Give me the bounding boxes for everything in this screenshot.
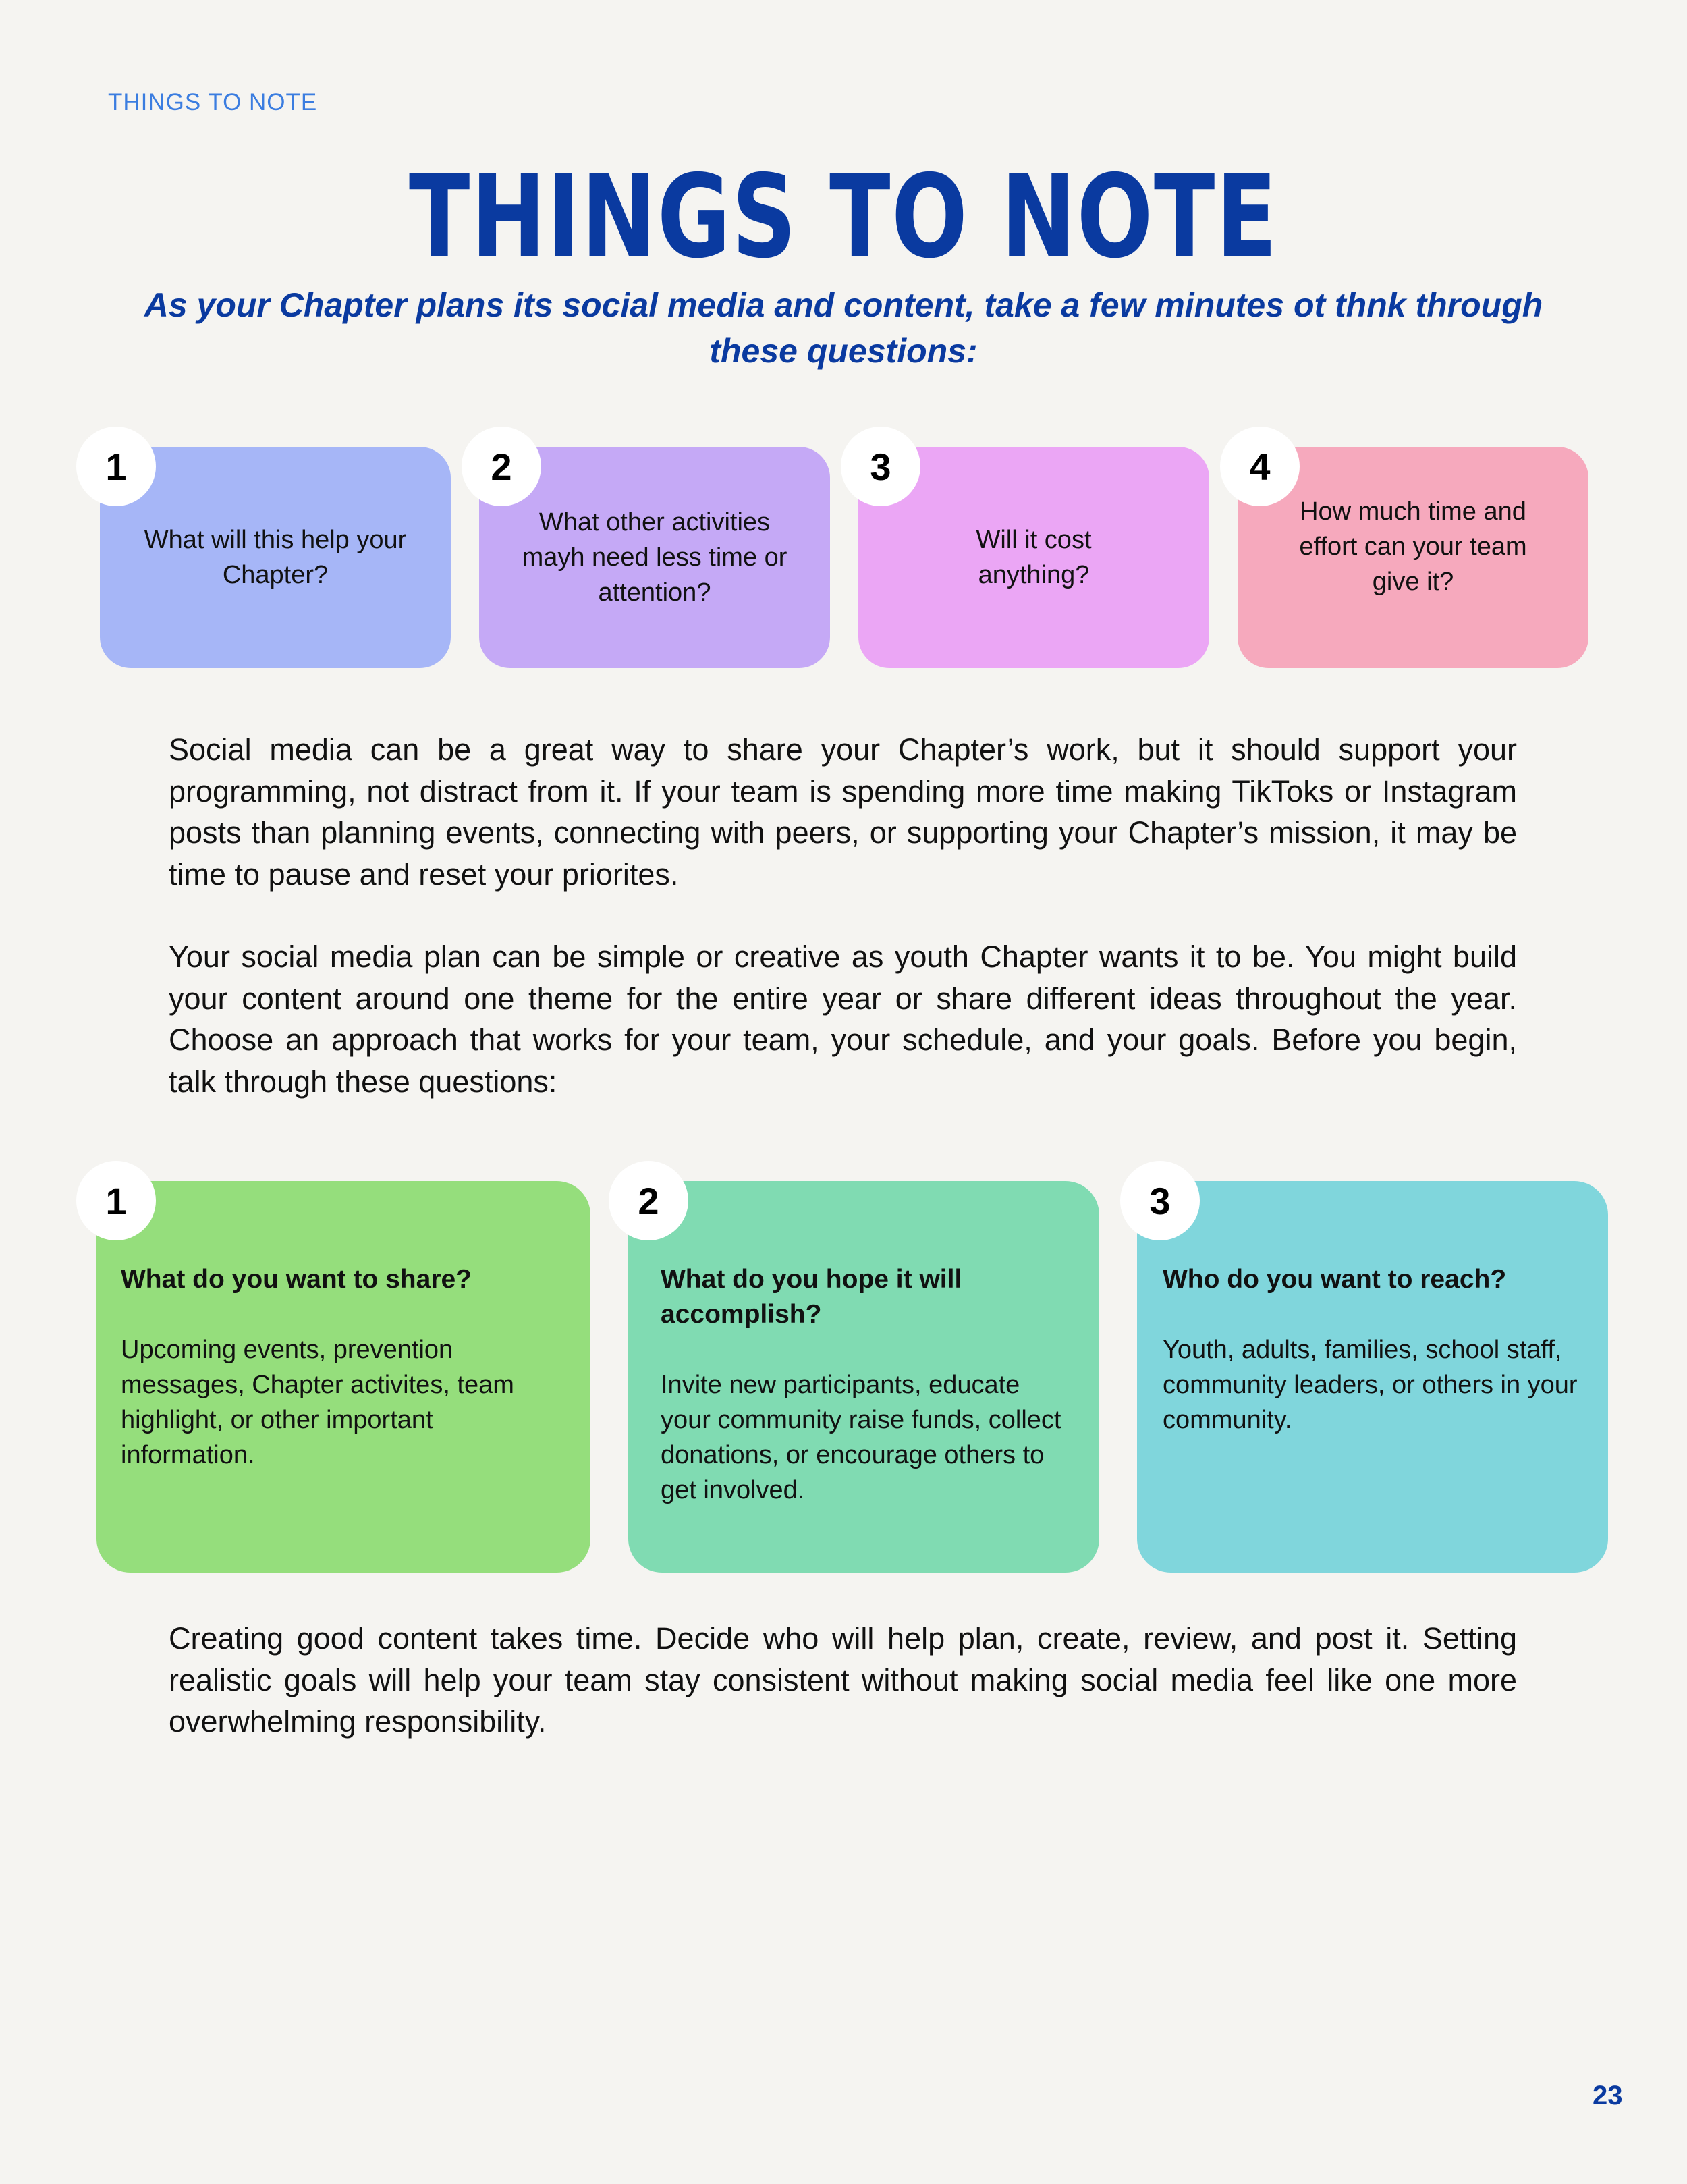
- planning-body: Invite new participants, educate your community raise funds, collect donations, or encourage others to get involved.: [661, 1371, 1061, 1504]
- question-number-badge: 3: [841, 427, 920, 506]
- question-text: What will this help your Chapter?: [144, 526, 407, 589]
- closing-paragraph: Creating good content takes time. Decide who will help plan, create, review, and post it. Setting realistic goals will help your team stay consistent without making social media feel like one more overwhelming responsibility.: [169, 1621, 1517, 1739]
- page-subtitle: As your Chapter plans its social media and content, take a few minutes ot thnk through these questions:: [144, 286, 1543, 370]
- planning-heading: What do you hope it will accomplish?: [661, 1265, 962, 1329]
- question-text: Will it cost anything?: [976, 526, 1092, 589]
- planning-card-1: [96, 1181, 590, 1573]
- question-text: What other activities mayh need less time or attention?: [522, 508, 787, 607]
- page-title: THINGS TO NOTE: [408, 151, 1279, 284]
- planning-heading: Who do you want to reach?: [1163, 1265, 1507, 1294]
- question-text: How much time and effort can your team give it?: [1299, 497, 1527, 596]
- planning-card-3: [1137, 1181, 1608, 1573]
- intro-paragraph: Social media can be a great way to share your Chapter’s work, but it should support your programming, not distract from it. If your team is spending more time making TikToks or Instagram posts than planning events, connecting with peers, or supporting your Chapter’s mission, it may be time to pause and reset your priorites.: [169, 732, 1517, 892]
- question-number-badge: 1: [76, 427, 156, 506]
- plan-paragraph: Your social media plan can be simple or creative as youth Chapter wants it to be. You might build your content around one theme for the entire year or share different ideas throughout the year. Choose an approach that works for your team, your schedule, and your goals. Before you begin, talk through these questions:: [169, 939, 1517, 1099]
- planning-body: Upcoming events, prevention messages, Chapter activites, team highlight, or other important information.: [121, 1336, 514, 1469]
- planning-number-badge: 2: [609, 1161, 688, 1240]
- running-header: THINGS TO NOTE: [108, 89, 318, 115]
- planning-heading: What do you want to share?: [121, 1265, 472, 1294]
- question-number-badge: 2: [462, 427, 541, 506]
- page-number: 23: [1593, 2081, 1623, 2110]
- planning-card-2: [628, 1181, 1099, 1573]
- planning-number-badge: 3: [1120, 1161, 1200, 1240]
- question-number-badge: 4: [1220, 427, 1300, 506]
- planning-body: Youth, adults, families, school staff, community leaders, or others in your community.: [1163, 1336, 1578, 1434]
- planning-number-badge: 1: [76, 1161, 156, 1240]
